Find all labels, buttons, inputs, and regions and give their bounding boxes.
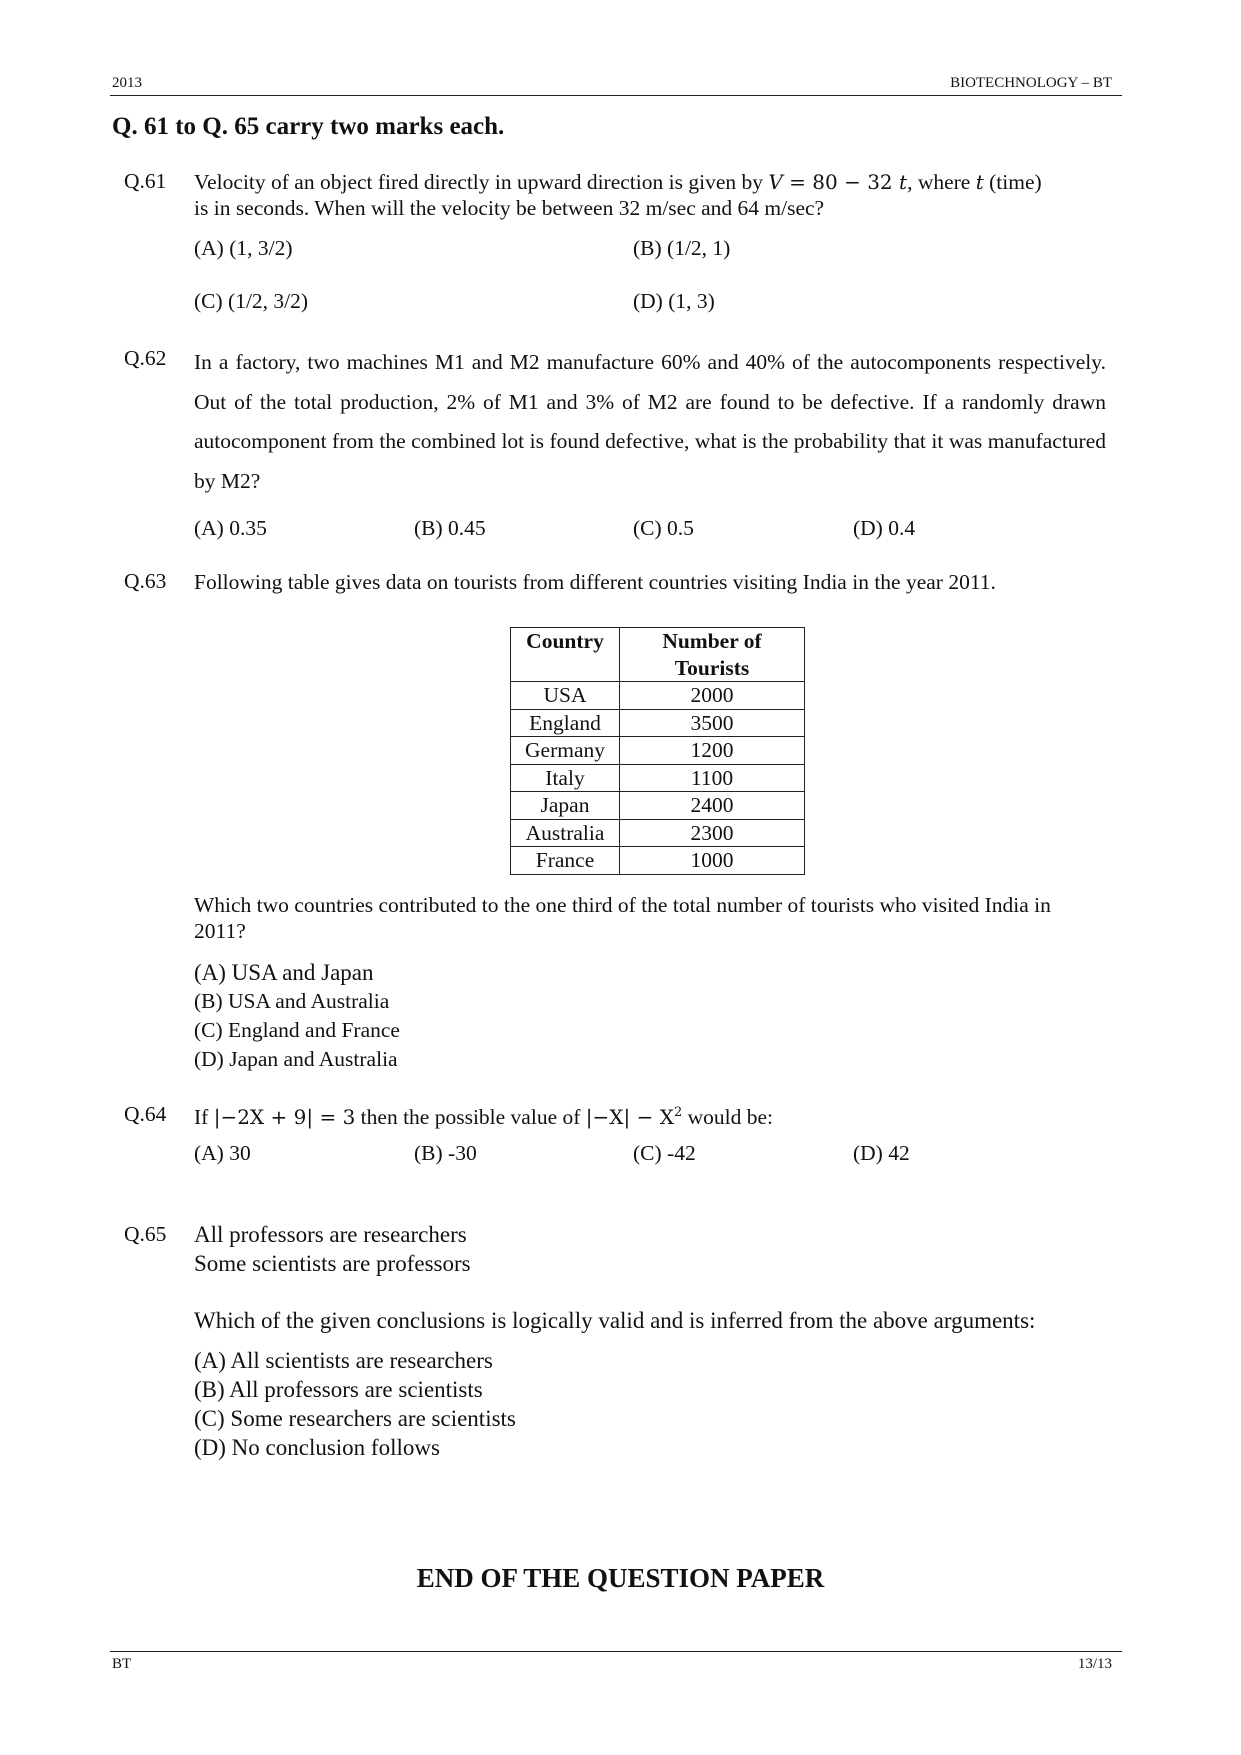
section-title: Q. 61 to Q. 65 carry two marks each. — [112, 113, 505, 140]
q63-question-line2: 2011? — [194, 919, 246, 943]
end-of-paper: END OF THE QUESTION PAPER — [416, 1563, 825, 1593]
q62-option-b[interactable]: (B) 0.45 — [414, 516, 486, 540]
footer-page-number: 13/13 — [1077, 1656, 1112, 1672]
q61-option-b[interactable]: (B) (1/2, 1) — [633, 236, 731, 260]
table-row: England 3500 — [511, 709, 805, 737]
table-header-tourists: Number of Tourists — [620, 628, 805, 682]
q64-option-b[interactable]: (B) -30 — [414, 1141, 477, 1165]
q61-option-c[interactable]: (C) (1/2, 3/2) — [194, 289, 309, 313]
q65-option-b[interactable]: (B) All professors are scientists — [194, 1377, 483, 1402]
q61-option-a[interactable]: (A) (1, 3/2) — [194, 236, 293, 260]
q65-premise-1: All professors are researchers — [194, 1222, 467, 1247]
q63-text: Following table gives data on tourists from different countries visiting India in the year 2011. — [194, 570, 996, 594]
q64-option-d[interactable]: (D) 42 — [853, 1141, 910, 1165]
q61-text-line1: Velocity of an object fired directly in upward direction is given by V = 80 − 32 t, where t (time) — [194, 170, 1042, 194]
q65-option-a[interactable]: (A) All scientists are researchers — [194, 1348, 493, 1373]
q62-option-c[interactable]: (C) 0.5 — [633, 516, 694, 540]
q62-option-d[interactable]: (D) 0.4 — [853, 516, 916, 540]
table-row: France 1000 — [511, 847, 805, 875]
table-row: USA 2000 — [511, 682, 805, 710]
table-row: Germany 1200 — [511, 737, 805, 765]
q62-text: In a factory, two machines M1 and M2 manufacture 60% and 40% of the autocomponents respectively. Out of the total production, 2% of M1 and 3% of M2 are found to be defective. If a randomly drawn autocomponent from the combined lot is found defective, what is the probability that it was manufactured by M2? — [194, 350, 1106, 493]
q65-premise-2: Some scientists are professors — [194, 1251, 471, 1276]
table-header-row — [511, 628, 805, 682]
footer-rule — [110, 1651, 1122, 1652]
table-row: Australia 2300 — [511, 819, 805, 847]
q63-option-a[interactable]: (A) USA and Japan — [194, 960, 374, 985]
q61-option-d[interactable]: (D) (1, 3) — [633, 289, 715, 313]
tourist-table — [510, 627, 805, 875]
q65-option-c[interactable]: (C) Some researchers are scientists — [194, 1406, 516, 1431]
table-row: Italy 1100 — [511, 764, 805, 792]
q61-number: Q.61 — [124, 169, 167, 193]
q64-option-a[interactable]: (A) 30 — [194, 1141, 251, 1165]
q63-option-b[interactable]: (B) USA and Australia — [194, 989, 390, 1013]
q63-number: Q.63 — [124, 569, 167, 593]
q63-question-line1: Which two countries contributed to the one third of the total number of tourists who visited India in — [194, 893, 1051, 917]
q64-number: Q.64 — [124, 1102, 167, 1126]
table-header-country: Country — [511, 628, 620, 682]
footer-code: BT — [112, 1656, 132, 1672]
header-rule — [110, 95, 1122, 96]
q64-text: If |−2X + 9| = 3 then the possible value of $|-X| - X^2$ would be: — [194, 1105, 774, 1130]
header-year: 2013 — [112, 75, 142, 91]
q62-number: Q.62 — [124, 346, 167, 370]
table-row: Japan 2400 — [511, 792, 805, 820]
q63-option-c[interactable]: (C) England and France — [194, 1018, 400, 1042]
q65-number: Q.65 — [124, 1222, 167, 1246]
q63-option-d[interactable]: (D) Japan and Australia — [194, 1047, 398, 1071]
q62-option-a[interactable]: (A) 0.35 — [194, 516, 267, 540]
q65-option-d[interactable]: (D) No conclusion follows — [194, 1435, 440, 1460]
header-subject: BIOTECHNOLOGY – BT — [950, 75, 1112, 91]
q61-text-line2: is in seconds. When will the velocity be between 32 m/sec and 64 m/sec? — [194, 196, 825, 220]
q64-option-c[interactable]: (C) -42 — [633, 1141, 696, 1165]
q65-question: Which of the given conclusions is logically valid and is inferred from the above arguments: — [194, 1308, 1036, 1333]
